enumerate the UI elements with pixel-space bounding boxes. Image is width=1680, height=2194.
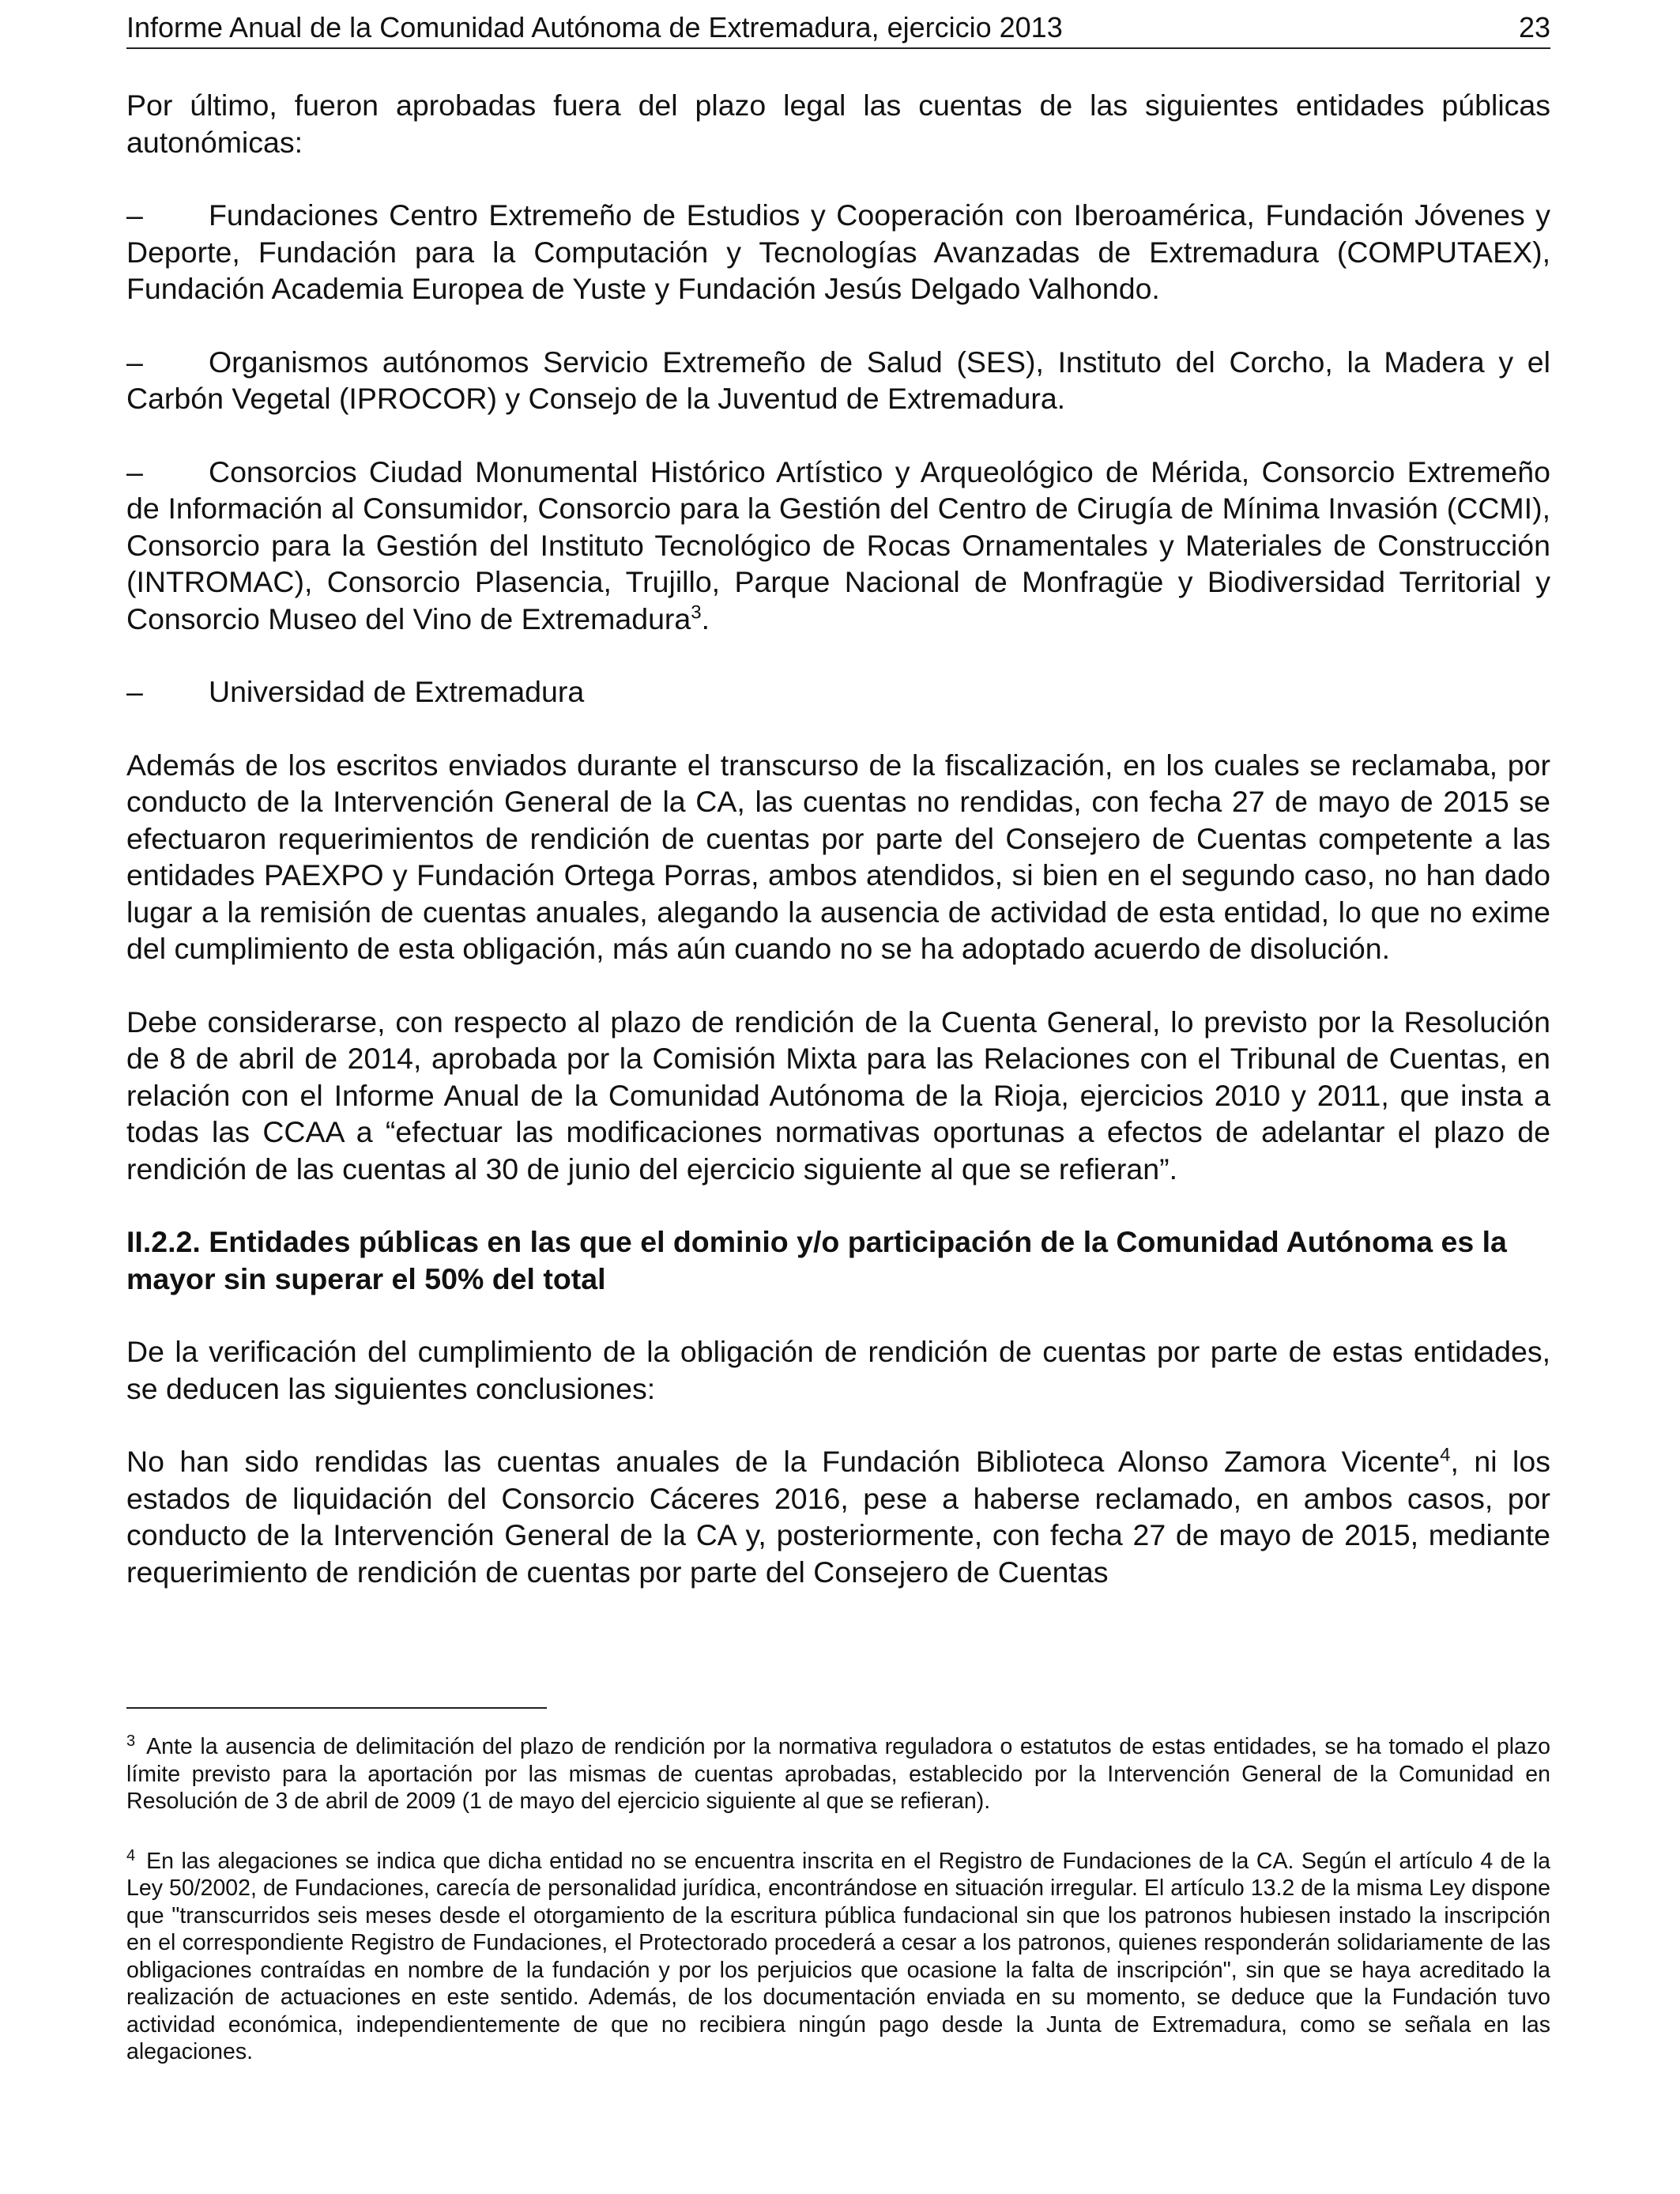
- footnotes: [126, 1728, 1550, 2093]
- list-item: [126, 344, 1550, 417]
- footnote-ref-4[interactable]: 4: [1440, 1444, 1451, 1466]
- footnote-4: [126, 1842, 1550, 2066]
- list-item-text: Universidad de Extremadura: [209, 675, 585, 708]
- section-heading: II.2.2. Entidades públicas en las que el dominio y/o participación de la Comunidad Autónoma es la mayor sin superar el 50% del total: [126, 1225, 1507, 1295]
- footnote-separator: [126, 1707, 547, 1709]
- footnote-text: Ante la ausencia de delimitación del plazo de rendición por la normativa reguladora o estatutos de estas entidades, se ha tomado el plazo límite previsto para la aportación por las mismas de cuentas aprobadas, establecido por la Intervención General de la Comunidad en Resolución de 3 de abril de 2009 (1 de mayo del ejercicio siguiente al que se refieran).: [126, 1734, 1550, 1814]
- list-item-text: Fundaciones Centro Extremeño de Estudios y Cooperación con Iberoamérica, Fundación Jóvenes y Deporte, Fundación para la Computación y Tecnologías Avanzadas de Extremadura (COMPUTAEX), Fundación Academia Europea de Yuste y Fundación Jesús Delgado Valhondo.: [126, 198, 1550, 305]
- dash-bullet: –: [126, 675, 143, 708]
- paragraph-no-han: [126, 1443, 1550, 1590]
- page-header: [126, 8, 1550, 49]
- footnote-text: En las alegaciones se indica que dicha entidad no se encuentra inscrita en el Registro de Fundaciones de la CA. Según el artículo 4 de la Ley 50/2002, de Fundaciones, carecía de personalidad jurídica, encontrándose en situación irregular. El artículo 13.2 de la misma Ley dispone que "transcurridos seis meses desde el otorgamiento de la escritura pública fundacional sin que los patronos hubiesen instado la inscripción en el correspondiente Registro de Fundaciones, el Protectorado procederá a cesar a los patronos, quienes responderán solidariamente de las obligaciones contraídas en nombre de la fundación y por los perjuicios que ocasione la falta de inscripción", sin que se haya acreditado la realización de actuaciones en este sentido. Además, de los documentación enviada en su momento, se deduce que la Fundación tuvo actividad económica, independientemente de que no recibiera ningún pago desde la Junta de Extremadura, como se señala en las alegaciones.: [126, 1848, 1550, 2064]
- list-item: [126, 197, 1550, 307]
- paragraph-debe: Debe considerarse, con respecto al plazo de rendición de la Cuenta General, lo previsto por la Resolución de 8 de abril de 2014, aprobada por la Comisión Mixta para las Relaciones con el Tribunal de Cuentas, en relación con el Informe Anual de la Comunidad Autónoma de la Rioja, ejercicios 2010 y 2011, que insta a todas las CCAA a “efectuar las modificaciones normativas oportunas a efectos de adelantar el plazo de rendición de las cuentas al 30 de junio del ejercicio siguiente al que se refieran”.: [126, 1005, 1550, 1186]
- paragraph-no-han-part1: No han sido rendidas las cuentas anuales de la Fundación Biblioteca Alonso Zamora Vicente: [126, 1445, 1441, 1478]
- list-item-text: Organismos autónomos Servicio Extremeño de Salud (SES), Instituto del Corcho, la Madera y el Carbón Vegetal (IPROCOR) y Consejo de la Juventud de Extremadura.: [126, 345, 1550, 415]
- header-title: Informe Anual de la Comunidad Autónoma de Extremadura, ejercicio 2013: [126, 11, 1063, 43]
- list-item-end: .: [701, 601, 710, 635]
- dash-bullet: –: [126, 454, 143, 488]
- paragraph-verificacion: De la verificación del cumplimiento de la obligación de rendición de cuentas por parte de estas entidades, se deducen las siguientes conclusiones:: [126, 1335, 1550, 1405]
- paragraph-ademas: Además de los escritos enviados durante el transcurso de la fiscalización, en los cuales se reclamaba, por conducto de la Intervención General de la CA, las cuentas no rendidas, con fecha 27 de mayo de 2015 se efectuaron requerimientos de rendición de cuentas por parte del Consejero de Cuentas competente a las entidades PAEXPO y Fundación Ortega Porras, ambos atendidos, si bien en el segundo caso, no han dado lugar a la remisión de cuentas anuales, alegando la ausencia de actividad de esta entidad, lo que no exime del cumplimiento de esta obligación, más aún cuando no se ha adoptado acuerdo de disolución.: [126, 748, 1550, 965]
- footnote-3: [126, 1728, 1550, 1815]
- document-body: [126, 87, 1550, 1627]
- page-number: 23: [1518, 11, 1550, 43]
- list-item: [126, 454, 1550, 638]
- footnote-ref-3[interactable]: 3: [691, 601, 702, 623]
- dash-bullet: –: [126, 345, 143, 379]
- dash-bullet: –: [126, 198, 143, 232]
- paragraph-intro: Por último, fueron aprobadas fuera del plazo legal las cuentas de las siguientes entidades públicas autonómicas:: [126, 89, 1550, 159]
- paragraph-no-han-part2: , ni los estados de liquidación del Consorcio Cáceres 2016, pese a haberse reclamado, en ambos casos, por conducto de la Intervención General de la CA y, posteriormente, con fecha 27 de mayo de 2015, mediante requerimiento de rendición de cuentas por parte del Consejero de Cuentas: [126, 1445, 1550, 1589]
- footnote-mark: 4: [126, 1846, 136, 1864]
- footnote-mark: 3: [126, 1732, 136, 1750]
- list-item: [126, 673, 1550, 711]
- list-item-text: Consorcios Ciudad Monumental Histórico Artístico y Arqueológico de Mérida, Consorcio Extremeño de Información al Consumidor, Consorcio para la Gestión del Centro de Cirugía de Mínima Invasión (CCMI), Consorcio para la Gestión del Instituto Tecnológico de Rocas Ornamentales y Materiales de Construcción (INTROMAC), Consorcio Plasencia, Trujillo, Parque Nacional de Monfragüe y Biodiversidad Territorial y Consorcio Museo del Vino de Extremadura: [126, 454, 1550, 635]
